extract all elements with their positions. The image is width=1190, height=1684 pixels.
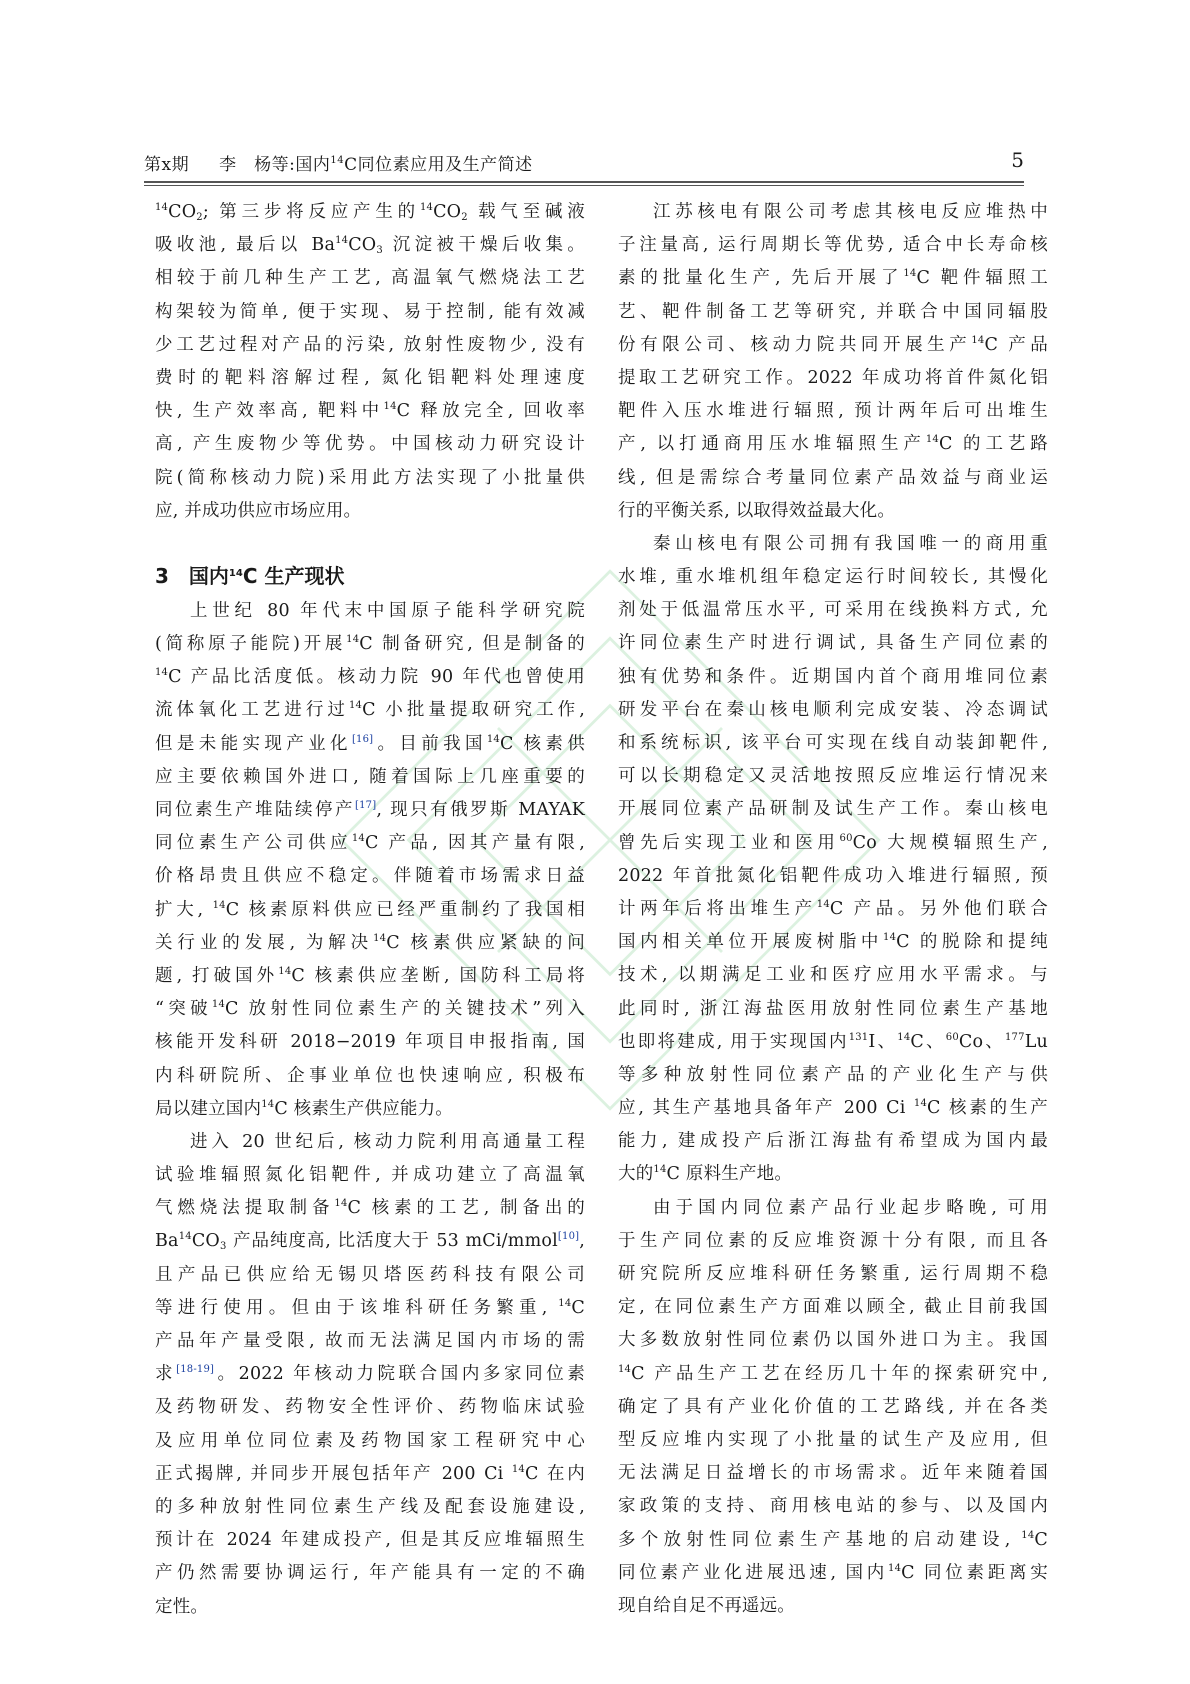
text-line	[618, 760, 1048, 793]
text-line	[155, 860, 585, 893]
text-run: 2022 年首批氮化铝靶件成功入堆进行辐照, 预	[618, 865, 1048, 886]
text-run: 艺、靶件制备工艺等研究, 并联合中国同辐股	[618, 301, 1048, 322]
text-run: 同位素生产公司供应	[155, 833, 352, 854]
text-run: 靶件入压水堆进行辐照, 预计两年后可出堆生	[618, 401, 1048, 422]
text-line	[618, 1391, 1048, 1424]
text-line	[155, 395, 585, 428]
text-line	[618, 1258, 1048, 1291]
text-run: 等进行使用。但由于该堆科研任务繁重,	[155, 1297, 559, 1318]
text-line	[618, 395, 1048, 428]
text-run: 产品年产量受限, 故而无法满足国内市场的需	[155, 1331, 585, 1351]
text-line	[155, 1524, 585, 1557]
text-run: 试验堆辐照氮化铝靶件, 并成功建立了高温氧	[155, 1165, 585, 1186]
text-run: C 在内	[524, 1463, 585, 1484]
text-run: 内科研院所、企事业单位也快速响应, 积极布	[155, 1065, 585, 1086]
text-line	[618, 329, 1048, 362]
text-line	[618, 727, 1048, 760]
text-run: C 核素的生产	[927, 1098, 1048, 1119]
text-run: C	[571, 1297, 585, 1318]
text-line	[155, 462, 585, 495]
text-line	[618, 462, 1048, 495]
section-heading	[155, 550, 585, 595]
text-run: 局以建立国内	[155, 1098, 262, 1119]
text-line	[155, 1225, 585, 1258]
text-line	[155, 1093, 585, 1126]
text-run: 开展同位素产品研制及试生产工作。秦山核电	[618, 799, 1048, 820]
superscript: 14	[335, 235, 349, 247]
text-run: 快, 生产效率高, 靶料中	[155, 401, 384, 422]
text-run: 剂处于低温常压水平, 可采用在线换料方式, 允	[618, 600, 1048, 621]
text-run: C 核素供应垄断, 国防科工局将	[291, 965, 586, 986]
text-line	[618, 196, 1048, 229]
text-run: 无法满足日益增长的市场需求。近年来随着国	[618, 1463, 1048, 1484]
superscript: 60	[839, 832, 853, 844]
text-run: C 产品比活度低。核动力院 90 年代也曾使用	[168, 667, 585, 688]
superscript: 14	[334, 1198, 348, 1210]
text-run: 但是未能实现产业化	[155, 733, 352, 754]
text-line	[155, 1060, 585, 1093]
text-line	[155, 794, 585, 827]
text-line	[618, 1557, 1048, 1590]
text-line	[618, 627, 1048, 660]
text-line	[618, 1424, 1048, 1457]
text-run: 上世纪 80 年代末中国原子能科学研究院	[190, 600, 585, 621]
superscript: 14	[373, 932, 387, 944]
text-line	[155, 329, 585, 362]
text-run: 构架较为简单, 便于实现、易于控制, 能有效减	[155, 301, 585, 322]
left-column	[155, 196, 585, 1624]
text-line	[155, 1458, 585, 1491]
superscript: 14	[618, 1363, 632, 1375]
superscript: 14	[897, 1031, 911, 1043]
text-run: 也即将建成, 用于实现国内	[618, 1031, 849, 1052]
text-line	[155, 827, 585, 860]
text-run: 产仍然需要协调运行, 年产能具有一定的不确	[155, 1563, 585, 1584]
text-run: 题, 打破国外	[155, 965, 279, 986]
superscript: 14	[348, 700, 363, 712]
text-run: 定, 在同位素生产方面难以顾全, 截止目前我国	[618, 1297, 1048, 1318]
section-title-post: C 生产现状	[242, 563, 345, 588]
text-run: 和系统标识, 该平台可实现在线自动装卸靶件,	[618, 733, 1048, 753]
superscript: 14	[511, 1463, 525, 1475]
superscript: 14	[155, 667, 169, 679]
text-line	[618, 1524, 1048, 1557]
text-run: C 产品	[984, 334, 1048, 355]
paragraph	[618, 528, 1048, 1192]
text-run: C 核素供	[500, 733, 585, 754]
superscript: 14	[346, 634, 360, 646]
text-run: 由于国内同位素产品行业起步略晚, 可用	[653, 1197, 1048, 1218]
text-run: 同位素产业化进展迅速, 国内	[618, 1562, 889, 1583]
text-run: ; 第三步将反应产生的	[202, 202, 420, 222]
text-line	[155, 1491, 585, 1524]
text-run: 沉淀被干燥后收集。	[382, 235, 586, 256]
text-line	[155, 262, 585, 295]
text-run: 多个放射性同位素生产基地的启动建设,	[618, 1529, 1022, 1550]
section-number: 3	[155, 563, 169, 588]
text-run: C、	[910, 1031, 946, 1052]
text-line	[618, 1457, 1048, 1490]
text-run: 线, 但是需综合考量同位素产品效益与商业运	[618, 467, 1048, 488]
subscript: 3	[376, 245, 383, 257]
text-run: ,	[579, 1231, 585, 1252]
text-line	[618, 860, 1048, 893]
text-run: 且产品已供应给无锡贝塔医药科技有限公司	[155, 1264, 585, 1285]
text-line	[155, 993, 585, 1026]
superscript: 14	[212, 899, 226, 911]
text-run: 大的	[618, 1164, 654, 1185]
text-line	[155, 1159, 585, 1192]
text-line	[618, 528, 1048, 561]
text-line	[618, 1291, 1048, 1324]
text-run: 吸收池, 最后以 Ba	[155, 235, 336, 256]
text-line	[155, 728, 585, 761]
text-line	[155, 1391, 585, 1424]
text-line	[618, 229, 1048, 262]
text-run: 。2022 年核动力院联合国内多家同位素	[214, 1364, 585, 1385]
text-run: 秦山核电有限公司拥有我国唯一的商用重	[653, 533, 1048, 554]
text-line	[618, 959, 1048, 992]
text-line	[618, 262, 1048, 295]
text-run: CO	[168, 202, 197, 222]
citation[interactable]: [18-19]	[176, 1364, 215, 1376]
text-run: CO	[433, 202, 462, 222]
superscript: 14	[155, 202, 169, 213]
text-run: C 小批量提取研究工作,	[362, 700, 585, 721]
text-line	[155, 1557, 585, 1590]
superscript: 14	[261, 1098, 275, 1110]
text-run: C	[1034, 1529, 1048, 1550]
citation[interactable]: [10]	[557, 1231, 580, 1243]
section-title-sup: 14	[228, 567, 243, 579]
text-run: 许同位素生产时进行调试, 具备生产同位素的	[618, 633, 1048, 654]
text-run: C 产品。另外他们联合	[829, 898, 1048, 919]
paragraph	[618, 1192, 1048, 1623]
text-run: 确定了具有产业化价值的工艺路线, 并在各类	[618, 1396, 1048, 1417]
header-rule-top	[144, 181, 1024, 183]
text-run: 等多种放射性同位素产品的产业化生产与供	[618, 1064, 1048, 1085]
text-line	[618, 1092, 1048, 1125]
text-run: 独有优势和条件。近期国内首个商用堆同位素	[618, 666, 1048, 687]
subscript: 2	[196, 212, 203, 223]
text-run: C 原料生产地。	[666, 1164, 793, 1185]
text-line	[155, 661, 585, 694]
text-line	[155, 628, 585, 661]
text-run: 定性。	[155, 1596, 209, 1617]
text-line	[618, 428, 1048, 461]
text-line	[618, 694, 1048, 727]
text-line	[618, 1358, 1048, 1391]
text-run: 求	[155, 1364, 177, 1385]
text-run: C 产品, 因其产量有限,	[365, 833, 585, 854]
text-run: 国内相关单位开展废树脂中	[618, 932, 884, 953]
section-title-pre: 国内	[188, 563, 229, 588]
text-run: 少工艺过程对产品的污染, 放射性废物少, 没有	[155, 334, 585, 355]
text-run: 。目前我国	[373, 733, 487, 754]
text-run: CO	[348, 235, 377, 256]
text-run: Lu	[1024, 1031, 1048, 1052]
text-run: 进入 20 世纪后, 核动力院利用高通量工程	[190, 1131, 585, 1152]
text-line	[155, 927, 585, 960]
text-line	[155, 428, 585, 461]
text-run: C 放射性同位素生产的关键技术”列入	[225, 999, 586, 1020]
citation[interactable]: [17]	[355, 800, 377, 811]
header-title-pre: 国内	[295, 155, 331, 175]
text-line	[618, 1490, 1048, 1523]
text-run: 现自给自足不再遥远。	[618, 1595, 795, 1616]
text-run: 同位素生产堆陆续停产	[155, 800, 356, 820]
text-line	[155, 694, 585, 727]
text-run: 应, 并成功供应市场应用。	[155, 500, 362, 521]
text-line	[618, 362, 1048, 395]
superscript: 14	[903, 268, 917, 280]
text-run: C 的脱除和提纯	[896, 932, 1048, 953]
text-line	[618, 661, 1048, 694]
text-run: 产, 以打通商用压水堆辐照生产	[618, 434, 926, 455]
text-run: 正式揭牌, 并同步开展包括年产 200 Ci	[155, 1463, 512, 1484]
header-left	[144, 150, 533, 175]
section-gap	[155, 528, 585, 550]
superscript: 14	[883, 932, 897, 944]
text-run: 家政策的支持、商用核电站的参与、以及国内	[618, 1496, 1048, 1517]
text-line	[618, 1158, 1048, 1191]
text-run: , 现只有俄罗斯 MAYAK	[376, 800, 585, 820]
paragraph	[155, 595, 585, 1126]
text-line	[618, 1324, 1048, 1357]
text-line	[155, 362, 585, 395]
text-run: 于生产同位素的反应堆资源十分有限, 而且各	[618, 1230, 1048, 1251]
subscript: 3	[219, 1241, 227, 1253]
text-run: 此同时, 浙江海盐医用放射性同位素生产基地	[618, 998, 1048, 1019]
text-line	[618, 1125, 1048, 1158]
superscript: 14	[925, 434, 939, 446]
text-line	[155, 960, 585, 993]
text-run: 院(简称核动力院)采用此方法实现了小批量供	[155, 467, 585, 488]
text-line	[618, 827, 1048, 860]
superscript: 14	[419, 202, 434, 213]
text-line	[155, 1192, 585, 1225]
text-run: C 的工艺路	[938, 434, 1048, 455]
text-run: C 核素供应紧缺的问	[386, 932, 586, 953]
text-run: 技术, 以期满足工业和医疗应用水平需求。与	[618, 965, 1048, 986]
text-line	[155, 1259, 585, 1292]
superscript: 14	[486, 733, 500, 745]
text-line	[155, 1292, 585, 1325]
header-authors: 李 杨等:	[219, 155, 296, 175]
text-run: 价格昂贵且供应不稳定。伴随着市场需求日益	[155, 866, 585, 887]
text-run: 的多种放射性同位素生产线及配套设施建设,	[155, 1496, 585, 1517]
text-run: C 核素的工艺, 制备出的	[347, 1198, 585, 1219]
superscript: 14	[913, 1098, 928, 1110]
superscript: 14	[558, 1297, 572, 1309]
text-line	[618, 1590, 1048, 1623]
text-run: 产品纯度高, 比活度大于 53 mCi/mmol	[226, 1231, 558, 1252]
text-run: 高, 产生废物少等优势。中国核动力研究设计	[155, 434, 585, 455]
running-header	[144, 150, 1024, 182]
superscript: 14	[178, 1231, 192, 1243]
text-line	[618, 1192, 1048, 1225]
text-line	[155, 595, 585, 628]
text-run: Co 大规模辐照生产,	[852, 832, 1048, 853]
text-line	[618, 793, 1048, 826]
text-run: C 产品生产工艺在经历几十年的探索研究中,	[631, 1363, 1048, 1384]
text-run: 子注量高, 运行周期长等优势, 适合中长寿命核	[618, 235, 1048, 256]
text-line	[618, 1225, 1048, 1258]
superscript: 14	[211, 999, 226, 1011]
text-run: 素的批量化生产, 先后开展了	[618, 268, 904, 289]
superscript: 60	[945, 1031, 959, 1043]
text-line	[155, 229, 585, 262]
text-run: 研发平台在秦山核电顺利完成安装、冷态调试	[618, 699, 1048, 720]
text-run: 计两年后将出堆生产	[618, 898, 817, 919]
text-run: C 核素生产供应能力。	[274, 1098, 453, 1119]
text-run: C 制备研究, 但是制备的	[359, 634, 585, 655]
text-run: 关行业的发展, 为解决	[155, 932, 374, 953]
text-line	[155, 1425, 585, 1458]
superscript: 14	[653, 1164, 667, 1176]
text-line	[155, 1358, 585, 1391]
text-line	[155, 196, 585, 229]
text-run: 研究院所反应堆科研任务繁重, 运行周期不稳	[618, 1264, 1048, 1284]
text-line	[618, 561, 1048, 594]
text-run: 载气至碱液	[467, 202, 585, 222]
citation[interactable]: [16]	[351, 733, 374, 745]
header-title-post: C同位素应用及生产简述	[344, 155, 533, 175]
superscript: 14	[888, 1562, 902, 1574]
text-run: 水堆, 重水堆机组年稳定运行时间较长, 其慢化	[618, 567, 1048, 588]
header-rule-bottom	[144, 185, 1024, 186]
superscript: 177	[1005, 1031, 1025, 1043]
text-line	[618, 893, 1048, 926]
text-run: 能力, 建成投产后浙江海盐有希望成为国内最	[618, 1131, 1048, 1152]
text-line	[618, 296, 1048, 329]
text-line	[155, 761, 585, 794]
superscript: 14	[351, 833, 365, 845]
text-run: 行的平衡关系, 以取得效益最大化。	[618, 500, 896, 521]
text-run: 曾先后实现工业和医用	[618, 832, 840, 853]
text-line	[155, 495, 585, 528]
paragraph	[155, 1126, 585, 1624]
text-run: 核能开发科研 2018−2019 年项目申报指南, 国	[155, 1032, 585, 1053]
text-line	[618, 993, 1048, 1026]
text-run: 及药物研发、药物安全性评价、药物临床试验	[155, 1397, 585, 1418]
text-run: 费时的靶料溶解过程, 氮化铝靶料处理速度	[155, 367, 585, 388]
page-number: 5	[1011, 148, 1024, 172]
superscript: 14	[278, 965, 292, 977]
paragraph	[155, 196, 585, 528]
text-run: I、	[868, 1031, 898, 1052]
text-run: 及应用单位同位素及药物国家工程研究中心	[155, 1430, 585, 1451]
text-run: 预计在 2024 年建成投产, 但是其反应堆辐照生	[155, 1530, 585, 1551]
text-run: 江苏核电有限公司考虑其核电反应堆热中	[653, 202, 1048, 222]
superscript: 14	[971, 334, 985, 346]
text-run: CO	[191, 1231, 220, 1252]
text-run: 应主要依赖国外进口, 随着国际上几座重要的	[155, 766, 585, 787]
superscript: 14	[1021, 1529, 1035, 1541]
text-run: 型反应堆内实现了小批量的试生产及应用, 但	[618, 1429, 1048, 1450]
text-run: 提取工艺研究工作。2022 年成功将首件氮化铝	[618, 367, 1048, 388]
text-run: C 核素原料供应已经严重制约了我国相	[225, 899, 585, 920]
text-run: Co、	[958, 1031, 1005, 1052]
text-run: 份有限公司、核动力院共同开展生产	[618, 334, 972, 355]
subscript: 2	[461, 212, 468, 223]
text-line	[155, 1026, 585, 1059]
superscript: 131	[848, 1031, 869, 1043]
issue-label: 第x期	[144, 155, 190, 175]
text-line	[155, 1126, 585, 1159]
text-run: C 靶件辐照工	[916, 268, 1048, 289]
text-line	[618, 1026, 1048, 1059]
text-run: 流体氧化工艺进行过	[155, 700, 349, 721]
text-run: 大多数放射性同位素仍以国外进口为主。我国	[618, 1330, 1048, 1351]
text-run: 应, 其生产基地具备年产 200 Ci	[618, 1098, 914, 1119]
superscript: 14	[816, 898, 830, 910]
header-title-sup: 14	[330, 155, 345, 166]
text-run: (简称原子能院)开展	[155, 634, 347, 655]
text-run: 扩大,	[155, 899, 213, 920]
superscript: 14	[383, 401, 397, 413]
text-run: “突破	[155, 999, 212, 1020]
text-line	[155, 1591, 585, 1624]
text-line	[618, 594, 1048, 627]
text-run: C 释放完全, 回收率	[396, 401, 585, 422]
text-line	[618, 1059, 1048, 1092]
text-line	[155, 296, 585, 329]
text-run: 相较于前几种生产工艺, 高温氧气燃烧法工艺	[155, 268, 585, 289]
text-line	[155, 1325, 585, 1358]
text-run: Ba	[155, 1231, 179, 1252]
text-run: C 同位素距离实	[901, 1562, 1048, 1583]
right-column	[618, 196, 1048, 1623]
text-run: 气燃烧法提取制备	[155, 1198, 335, 1219]
text-run: 可以长期稳定又灵活地按照反应堆运行情况来	[618, 766, 1048, 787]
text-line	[618, 926, 1048, 959]
text-line	[618, 495, 1048, 528]
text-line	[155, 894, 585, 927]
paragraph	[618, 196, 1048, 528]
